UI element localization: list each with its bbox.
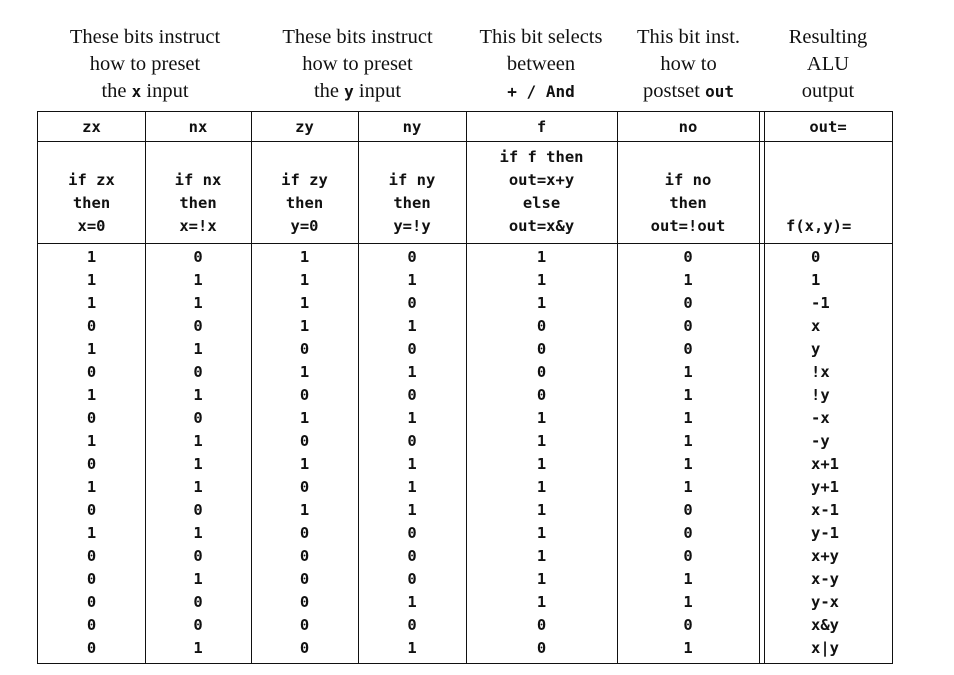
- output-cell: x&y: [811, 616, 839, 634]
- bit-cell-f: 1: [536, 593, 547, 611]
- desc-line: if zx: [68, 171, 115, 189]
- bit-cell-nx: 1: [193, 294, 203, 312]
- output-cell: -y: [811, 432, 830, 450]
- output-cell: !y: [811, 386, 830, 404]
- bit-cell-f: 0: [536, 317, 547, 335]
- bit-cell-f: 0: [536, 386, 547, 404]
- bit-cell-no: 1: [683, 271, 693, 289]
- desc-line: f(x,y)=: [786, 217, 852, 235]
- column-divider-double: [764, 112, 765, 663]
- bit-cell-nx: 0: [193, 593, 203, 611]
- desc-line: then: [669, 194, 707, 212]
- header-line: output: [801, 80, 855, 102]
- header-line-text: input: [353, 80, 402, 102]
- header-line: how to: [660, 53, 717, 75]
- bit-cell-nx: 0: [193, 409, 203, 427]
- bit-cell-zx: 0: [86, 639, 97, 657]
- bit-cell-no: 1: [683, 478, 693, 496]
- column-divider: [759, 112, 760, 663]
- bit-cell-ny: 1: [407, 593, 417, 611]
- row-divider: [38, 141, 892, 142]
- header-line-text: input: [141, 80, 189, 102]
- desc-line: then: [72, 194, 111, 212]
- bit-cell-ny: 0: [407, 340, 417, 358]
- bit-cell-zx: 1: [86, 386, 97, 404]
- bit-cell-f: 0: [536, 639, 547, 657]
- desc-line: y=0: [290, 217, 319, 235]
- bit-cell-nx: 1: [193, 340, 203, 358]
- header-group-no-postset: [617, 24, 760, 105]
- output-cell: y+1: [811, 478, 839, 496]
- bit-cell-zy: 1: [299, 317, 310, 335]
- bit-cell-nx: 0: [193, 547, 203, 565]
- column-header-nx: nx: [188, 118, 208, 136]
- bit-cell-zy: 1: [299, 455, 310, 473]
- bit-cell-zy: 0: [299, 386, 310, 404]
- header-line-text: the: [313, 80, 345, 102]
- desc-line: if ny: [388, 171, 436, 189]
- bit-cell-ny: 0: [407, 386, 417, 404]
- header-line: These bits instruct: [69, 26, 221, 48]
- header-group-y-preset: [250, 24, 465, 105]
- bit-cell-ny: 0: [407, 432, 417, 450]
- output-cell: x-y: [811, 570, 839, 588]
- header-line: ALU: [806, 53, 850, 75]
- bit-cell-zy: 0: [299, 593, 310, 611]
- bit-cell-zx: 0: [86, 363, 97, 381]
- header-line-code: out: [705, 82, 734, 101]
- bit-cell-zx: 1: [86, 340, 97, 358]
- desc-line: x=!x: [179, 217, 217, 235]
- bit-cell-zy: 0: [299, 432, 310, 450]
- output-cell: x: [811, 317, 821, 335]
- bit-cell-zx: 1: [86, 271, 97, 289]
- desc-line: then: [285, 194, 324, 212]
- header-line-code: + / And: [507, 82, 575, 101]
- bit-cell-zy: 0: [299, 478, 310, 496]
- bit-cell-nx: 0: [193, 317, 203, 335]
- bit-cell-no: 1: [683, 432, 693, 450]
- bit-cell-nx: 1: [193, 524, 203, 542]
- bit-cell-no: 1: [683, 639, 693, 657]
- bit-cell-f: 1: [536, 248, 547, 266]
- bit-cell-f: 1: [536, 524, 547, 542]
- column-desc-zy: [251, 169, 358, 238]
- bit-cell-zx: 1: [86, 432, 97, 450]
- column-header-no: no: [678, 118, 698, 136]
- bit-cell-ny: 0: [407, 248, 417, 266]
- bit-cell-no: 0: [683, 524, 693, 542]
- bit-cell-no: 1: [683, 386, 693, 404]
- column-desc-zx: [38, 169, 145, 238]
- bit-cell-zx: 1: [86, 524, 97, 542]
- desc-line: out=!out: [650, 217, 726, 235]
- bit-cell-nx: 1: [193, 570, 203, 588]
- header-line-text: the: [101, 80, 132, 102]
- header-group-x-preset: [40, 24, 250, 105]
- header-line: This bit inst.: [636, 26, 741, 48]
- bit-cell-ny: 1: [407, 271, 417, 289]
- bit-cell-zy: 0: [299, 616, 310, 634]
- bit-cell-no: 1: [683, 593, 693, 611]
- alu-truth-table: [37, 111, 893, 664]
- desc-line: x=0: [77, 217, 106, 235]
- bit-cell-zx: 1: [86, 248, 97, 266]
- header-line: These bits instruct: [282, 26, 433, 48]
- header-line: [250, 78, 465, 105]
- bit-cell-ny: 1: [407, 455, 417, 473]
- bit-cell-zy: 0: [299, 524, 310, 542]
- bit-cell-zy: 0: [299, 340, 310, 358]
- output-cell: -x: [811, 409, 830, 427]
- header-line-code: y: [344, 82, 354, 101]
- output-cell: y-1: [811, 524, 839, 542]
- output-cell: x+y: [811, 547, 839, 565]
- bit-cell-ny: 1: [407, 363, 417, 381]
- bit-cell-ny: 1: [407, 639, 417, 657]
- column-desc-ny: [358, 169, 466, 238]
- bit-cell-f: 1: [536, 478, 547, 496]
- bit-cell-ny: 0: [407, 570, 417, 588]
- bit-cell-f: 1: [536, 432, 547, 450]
- header-line: how to preset: [302, 53, 413, 75]
- header-line: [466, 78, 616, 105]
- bit-cell-zx: 0: [86, 455, 97, 473]
- bit-cell-no: 1: [683, 570, 693, 588]
- output-cell: y-x: [811, 593, 839, 611]
- output-cell: 1: [811, 271, 821, 289]
- bit-cell-zx: 0: [86, 593, 97, 611]
- bit-cell-zx: 1: [86, 478, 97, 496]
- bit-cell-ny: 1: [407, 501, 417, 519]
- bit-cell-f: 1: [536, 271, 547, 289]
- desc-line: y=!y: [393, 217, 431, 235]
- bit-cell-zx: 1: [86, 294, 97, 312]
- bit-cell-f: 0: [536, 616, 547, 634]
- bit-cell-no: 0: [683, 547, 693, 565]
- column-desc-no: [617, 169, 759, 238]
- desc-line: out=x&y: [508, 217, 575, 235]
- bit-cell-f: 1: [536, 570, 547, 588]
- header-line: Resulting: [788, 26, 868, 48]
- bit-cell-zy: 1: [299, 409, 310, 427]
- column-desc-out: [786, 215, 914, 238]
- bit-cell-no: 0: [683, 317, 693, 335]
- bit-cell-nx: 1: [193, 386, 203, 404]
- bit-cell-f: 1: [536, 501, 547, 519]
- bit-cell-zx: 0: [86, 409, 97, 427]
- desc-line: if nx: [174, 171, 222, 189]
- desc-line: if f then: [499, 148, 584, 166]
- bit-cell-zy: 1: [299, 501, 310, 519]
- bit-cell-no: 0: [683, 340, 693, 358]
- bit-cell-zy: 1: [299, 248, 310, 266]
- bit-cell-ny: 0: [407, 294, 417, 312]
- bit-cell-nx: 0: [193, 248, 203, 266]
- bit-cell-nx: 1: [193, 271, 203, 289]
- output-cell: -1: [811, 294, 830, 312]
- bit-cell-no: 0: [683, 294, 693, 312]
- output-cell: 0: [811, 248, 821, 266]
- bit-cell-zx: 0: [86, 616, 97, 634]
- bit-cell-ny: 1: [407, 409, 417, 427]
- bit-cell-f: 0: [536, 363, 547, 381]
- desc-line: then: [393, 194, 431, 212]
- bit-cell-zy: 0: [299, 547, 310, 565]
- bit-cell-ny: 1: [407, 317, 417, 335]
- bit-cell-f: 1: [536, 294, 547, 312]
- bit-cell-nx: 1: [193, 639, 203, 657]
- bit-cell-ny: 1: [407, 478, 417, 496]
- bit-cell-ny: 0: [407, 524, 417, 542]
- bit-cell-no: 0: [683, 501, 693, 519]
- bit-cell-no: 1: [683, 363, 693, 381]
- desc-line: out=x+y: [508, 171, 575, 189]
- header-line-code: x: [131, 82, 142, 101]
- bit-cell-zx: 0: [86, 501, 97, 519]
- bit-cell-zy: 0: [299, 639, 310, 657]
- output-cell: x+1: [811, 455, 839, 473]
- header-line: [617, 78, 760, 105]
- bit-cell-f: 1: [536, 455, 547, 473]
- header-line: how to preset: [89, 53, 201, 75]
- header-line: [40, 78, 250, 105]
- output-cell: x|y: [811, 639, 839, 657]
- column-desc-f: [466, 146, 617, 238]
- bit-cell-nx: 1: [193, 455, 203, 473]
- bit-cell-f: 1: [536, 409, 547, 427]
- bit-cell-zy: 1: [299, 363, 310, 381]
- column-header-zx: zx: [82, 118, 101, 136]
- column-desc-nx: [145, 169, 251, 238]
- bit-cell-zx: 0: [86, 317, 97, 335]
- header-line-text: postset: [643, 80, 706, 102]
- header-line: between: [506, 53, 576, 75]
- bit-cell-zy: 1: [299, 294, 310, 312]
- bit-cell-no: 1: [683, 455, 693, 473]
- column-header-f: f: [536, 118, 547, 136]
- header-group-output: [764, 24, 892, 105]
- bit-cell-nx: 0: [193, 501, 203, 519]
- bit-cell-zx: 0: [86, 547, 97, 565]
- bit-cell-nx: 0: [193, 363, 203, 381]
- bit-cell-ny: 0: [407, 616, 417, 634]
- bit-cell-nx: 1: [193, 432, 203, 450]
- bit-cell-zy: 0: [299, 570, 310, 588]
- desc-line: if no: [664, 171, 712, 189]
- desc-line: else: [522, 194, 561, 212]
- bit-cell-zy: 1: [299, 271, 310, 289]
- column-header-out: out=: [809, 118, 847, 136]
- bit-cell-no: 0: [683, 616, 693, 634]
- row-divider: [38, 243, 892, 244]
- bit-cell-nx: 0: [193, 616, 203, 634]
- output-cell: !x: [811, 363, 830, 381]
- column-header-zy: zy: [295, 118, 314, 136]
- output-cell: y: [811, 340, 821, 358]
- bit-cell-f: 0: [536, 340, 547, 358]
- bit-cell-f: 1: [536, 547, 547, 565]
- bit-cell-no: 0: [683, 248, 693, 266]
- bit-cell-ny: 0: [407, 547, 417, 565]
- bit-cell-nx: 1: [193, 478, 203, 496]
- header-group-f-select: [466, 24, 616, 105]
- bit-cell-no: 1: [683, 409, 693, 427]
- desc-line: then: [179, 194, 217, 212]
- header-line: This bit selects: [479, 26, 603, 48]
- bit-cell-zx: 0: [86, 570, 97, 588]
- column-header-ny: ny: [402, 118, 422, 136]
- output-cell: x-1: [811, 501, 839, 519]
- desc-line: if zy: [281, 171, 328, 189]
